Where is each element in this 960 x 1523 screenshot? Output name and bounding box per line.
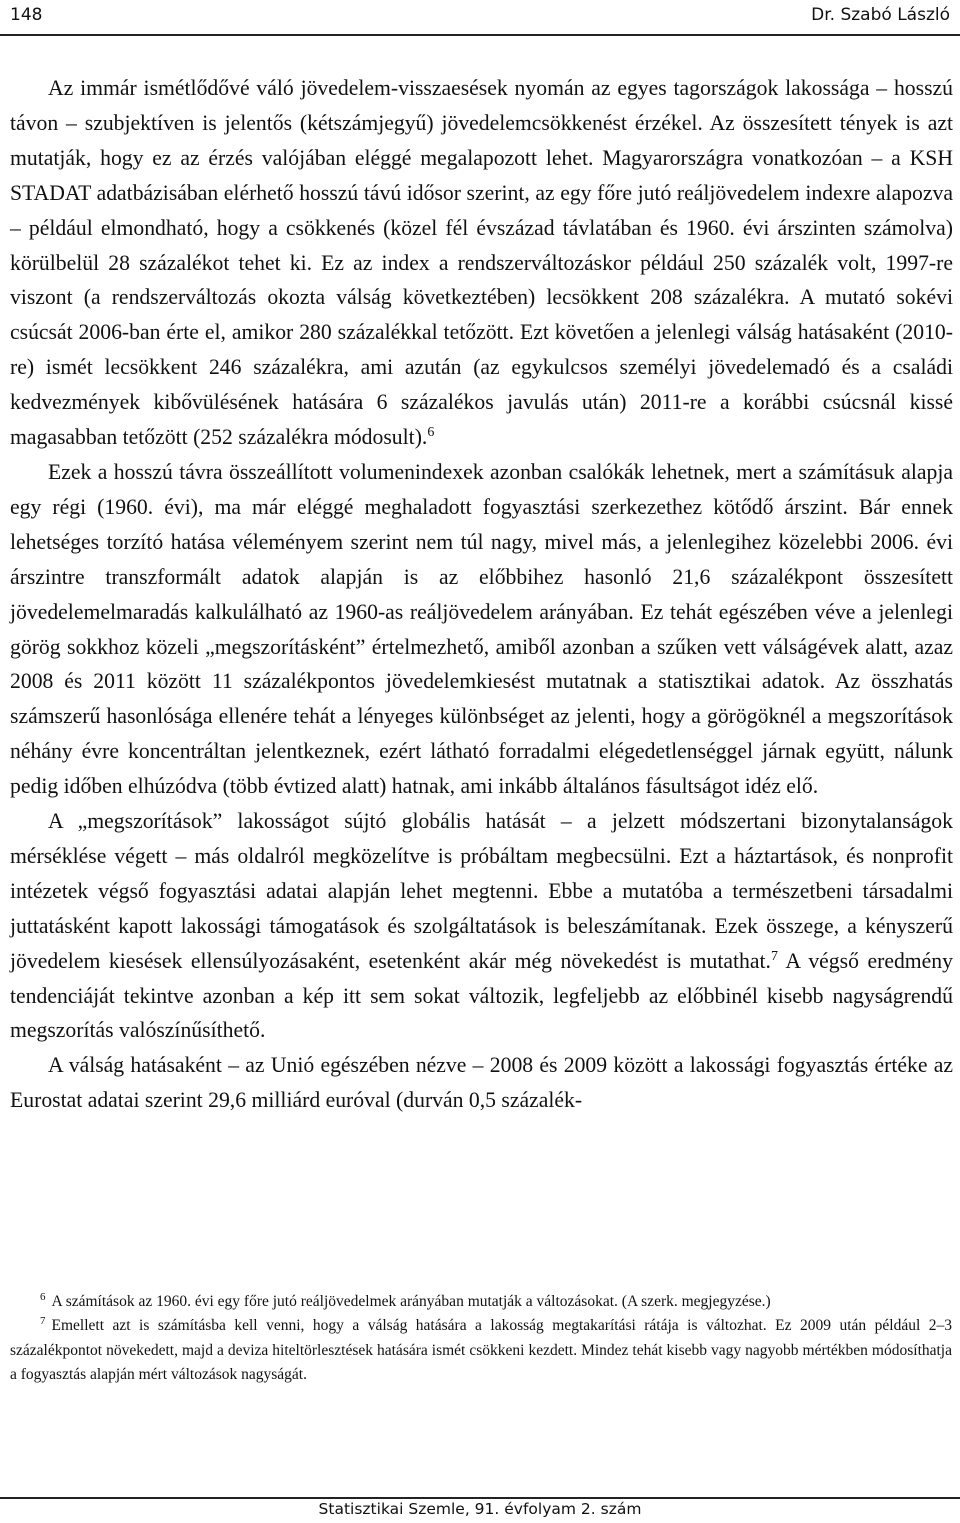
header-rule bbox=[0, 34, 960, 36]
paragraph-3-text-a: A „megszorítások” lakosságot sújtó globális hatását – a jelzett módszertani bizonytalanságok mérséklése végett – más oldalról megközelítve is próbáltam megbecsülni. Ezt a háztartások, és nonprofit intézetek végső fogyasztási adatai alapján lehet megtenni. Ebbe a mutatóba a természetbeni társadalmi juttatásként kapott lakossági támogatások és szolgáltatások is beleszámítanak. Ezek összege, a kényszerű jövedelem kiesések ellensúlyozásaként, esetenként akár még növekedést is mutathat. bbox=[10, 809, 953, 973]
running-author: Dr. Szabó László bbox=[811, 5, 950, 25]
footer-rule bbox=[0, 1497, 960, 1499]
footnote-7-number: 7 bbox=[40, 1315, 46, 1328]
footnote-6-text: A számítások az 1960. évi egy főre jutó reáljövedelmek arányában mutatják a változásokat. (A szerk. megjegyzése.) bbox=[51, 1293, 771, 1310]
footnote-7 bbox=[10, 1314, 952, 1387]
footnote-6 bbox=[10, 1290, 952, 1314]
footnotes bbox=[10, 1290, 952, 1387]
page-header bbox=[10, 0, 950, 30]
footnote-7-text: Emellett azt is számításba kell venni, hogy a válság hatására a lakosság megtakarítási rátája is változhat. Ez 2009 után például 2–3 százalékpontot növekedett, majd a deviza hiteltörlesztések hatására ismét csökkeni kezdett. Mindez tehát kisebb vagy nagyobb mértékben módosíthatja a fogyasztás alapján mért változások nagyságát. bbox=[10, 1317, 952, 1383]
footnote-6-number: 6 bbox=[40, 1290, 46, 1303]
article-body bbox=[10, 71, 953, 1118]
page-footer bbox=[0, 1500, 960, 1523]
page-number: 148 bbox=[10, 5, 43, 25]
paragraph-1 bbox=[10, 71, 953, 455]
paragraph-1-text: Az immár ismétlődővé váló jövedelem-visszaesések nyomán az egyes tagországok lakossága – hosszú távon – szubjektíven is jelentős (kétszámjegyű) jövedelemcsökkenést érzékel. Az összesített tények is azt mutatják, hogy ez az érzés valójában eléggé megalapozott lehet. Magyarországra vonatkozóan – a KSH STADAT adatbázisában elérhető hosszú távú idősor szerint, az egy főre jutó reáljövedelem indexre alapozva – például elmondható, hogy a csökkenés (közel fél évszázad távlatában és 1960. évi árszinten számolva) körülbelül 28 százalékot tehet ki. Ez az index a rendszerváltozáskor például 250 százalék volt, 1997-re viszont (a rendszerváltozás okozta válság következtében) lecsökkent 208 százalékra. A mutató sokévi csúcsát 2006-ban érte el, amikor 280 százalékkal tetőzött. Ezt követően a jelenlegi válság hatásaként (2010-re) ismét lecsökkent 246 százalékra, ami azután (az egykulcsos személyi jövedelemadó és a családi kedvezmények kibővülésének hatására 6 százalékos javulás után) 2011-re a korábbi csúcsnál kissé magasabban tetőzött (252 százalékra módosult). bbox=[10, 76, 953, 450]
paragraph-2: Ezek a hosszú távra összeállított volumenindexek azonban csalókák lehetnek, mert a számításuk alapja egy régi (1960. évi), ma már eléggé meghaladott fogyasztási szerkezethez kötődő árszint. Bár ennek lehetséges torzító hatása véleményem szerint nem túl nagy, mivel más, a jelenlegihez közelebbi 2006. évi árszintre transzformált adatok alapján is az előbbihez hasonló 21,6 százalékpont összesített jövedelemelmaradás kalkulálható az 1960-as reáljövedelem arányában. Ez tehát egészében véve a jelenlegi görög sokkhoz közeli „megszorításként” értelmezhető, amiből azonban a szűken vett válságévek alatt, azaz 2008 és 2011 között 11 százalékpontos jövedelemkiesést mutatnak a statisztikai adatok. Az összhatás számszerű hasonlósága ellenére tehát a lényeges különbséget az jelenti, hogy a görögöknél a megszorítások néhány évre koncentráltan jelentkeznek, ezért látható forradalmi elégedetlenséggel járnak együtt, nálunk pedig időben elhúzódva (több évtized alatt) hatnak, ami inkább általános fásultságot idéz elő. bbox=[10, 459, 953, 799]
paragraph-3 bbox=[10, 804, 953, 1048]
journal-citation: Statisztikai Szemle, 91. évfolyam 2. szám bbox=[318, 1500, 642, 1518]
footnote-ref-7[interactable]: 7 bbox=[770, 948, 778, 964]
paragraph-3-text-b: A végső eredmény tendenciáját tekintve azonban a kép itt sem sokat változik, legfeljebb az előbbinél kisebb nagyságrendű megszorítás valószínűsíthető. bbox=[10, 948, 953, 1043]
footnote-ref-6[interactable]: 6 bbox=[427, 424, 435, 440]
paragraph-4: A válság hatásaként – az Unió egészében nézve – 2008 és 2009 között a lakossági fogyasztás értéke az Eurostat adatai szerint 29,6 milliárd euróval (durván 0,5 százalék- bbox=[10, 1053, 953, 1113]
